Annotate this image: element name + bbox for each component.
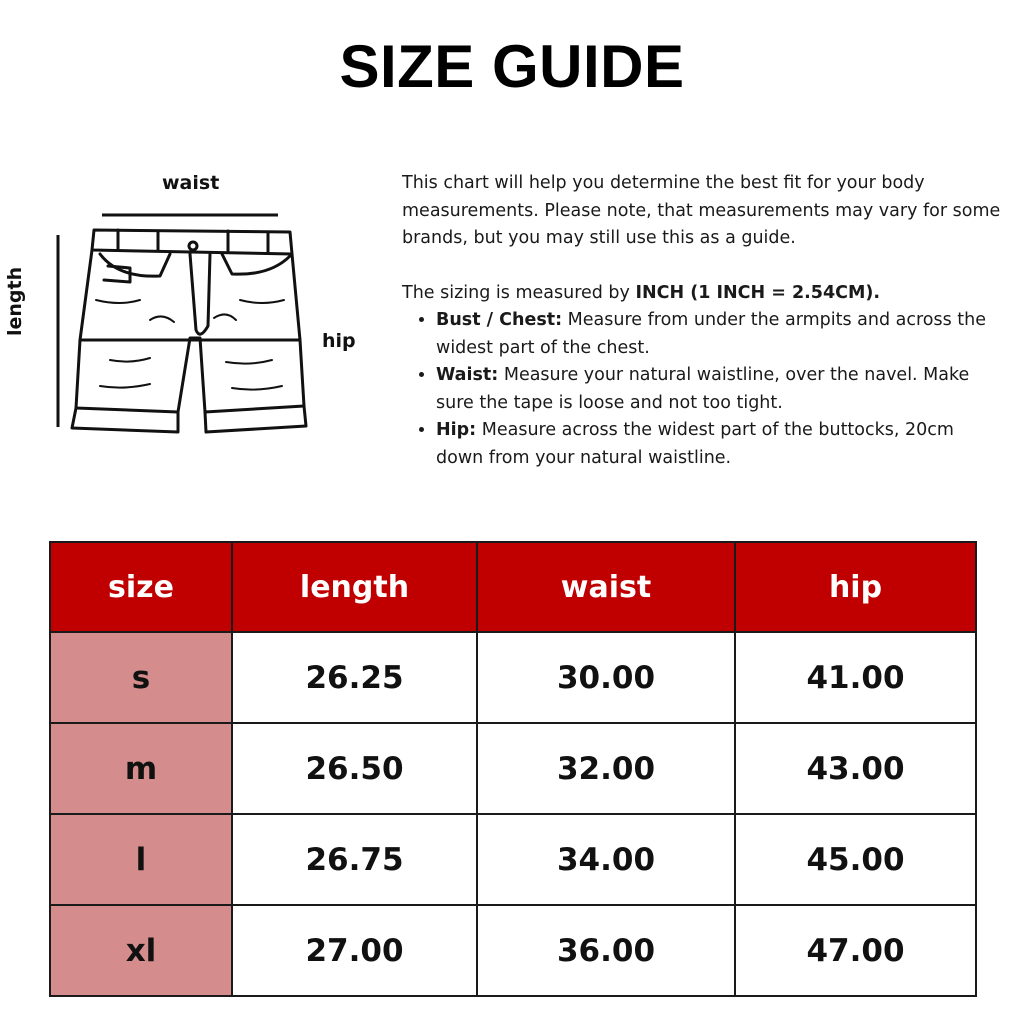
length-cell: 26.25 (232, 632, 477, 723)
hip-cell: 47.00 (735, 905, 976, 996)
shorts-illustration (0, 150, 380, 450)
bullet-term: Waist: (436, 365, 499, 385)
waist-cell: 36.00 (477, 905, 735, 996)
shorts-outline (72, 230, 306, 432)
size-cell: xl (50, 905, 232, 996)
table-header-row (50, 542, 976, 632)
unit-bold: INCH (1 INCH = 2.54CM). (635, 282, 881, 303)
hip-cell: 43.00 (735, 723, 976, 814)
waist-cell: 34.00 (477, 814, 735, 905)
header-length: length (232, 542, 477, 632)
hip-cell: 41.00 (735, 632, 976, 723)
list-item (436, 417, 1002, 472)
table-row (50, 632, 976, 723)
bullet-term: Bust / Chest: (436, 310, 563, 330)
length-cell: 26.50 (232, 723, 477, 814)
header-size: size (50, 542, 232, 632)
waist-label: waist (162, 172, 220, 194)
header-waist: waist (477, 542, 735, 632)
length-label: length (4, 266, 26, 336)
size-cell: l (50, 814, 232, 905)
header-hip: hip (735, 542, 976, 632)
measure-list (402, 307, 1002, 472)
unit-note (402, 280, 1002, 308)
size-cell: s (50, 632, 232, 723)
intro-text: This chart will help you determine the best fit for your body measurements. Please note, that measurements may vary for some brands, but you may still use this as a guide. (402, 173, 1001, 248)
table-row (50, 814, 976, 905)
length-cell: 26.75 (232, 814, 477, 905)
waist-cell: 30.00 (477, 632, 735, 723)
hip-cell: 45.00 (735, 814, 976, 905)
list-item (436, 362, 1002, 417)
bullet-text: Measure from under the armpits and across the widest part of the chest. (436, 310, 987, 358)
size-cell: m (50, 723, 232, 814)
bullet-text: Measure across the widest part of the buttocks, 20cm down from your natural waistline. (436, 420, 954, 468)
bullet-term: Hip: (436, 420, 477, 440)
size-table (49, 541, 977, 997)
shorts-diagram (0, 150, 380, 450)
page-title: SIZE GUIDE (339, 33, 685, 100)
hip-label: hip (322, 330, 356, 352)
bullet-text: Measure your natural waistline, over the navel. Make sure the tape is loose and not too tight. (436, 365, 970, 413)
table-row (50, 905, 976, 996)
unit-prefix: The sizing is measured by (402, 282, 636, 303)
size-description (402, 170, 1002, 472)
length-cell: 27.00 (232, 905, 477, 996)
waist-cell: 32.00 (477, 723, 735, 814)
list-item (436, 307, 1002, 362)
table-row (50, 723, 976, 814)
